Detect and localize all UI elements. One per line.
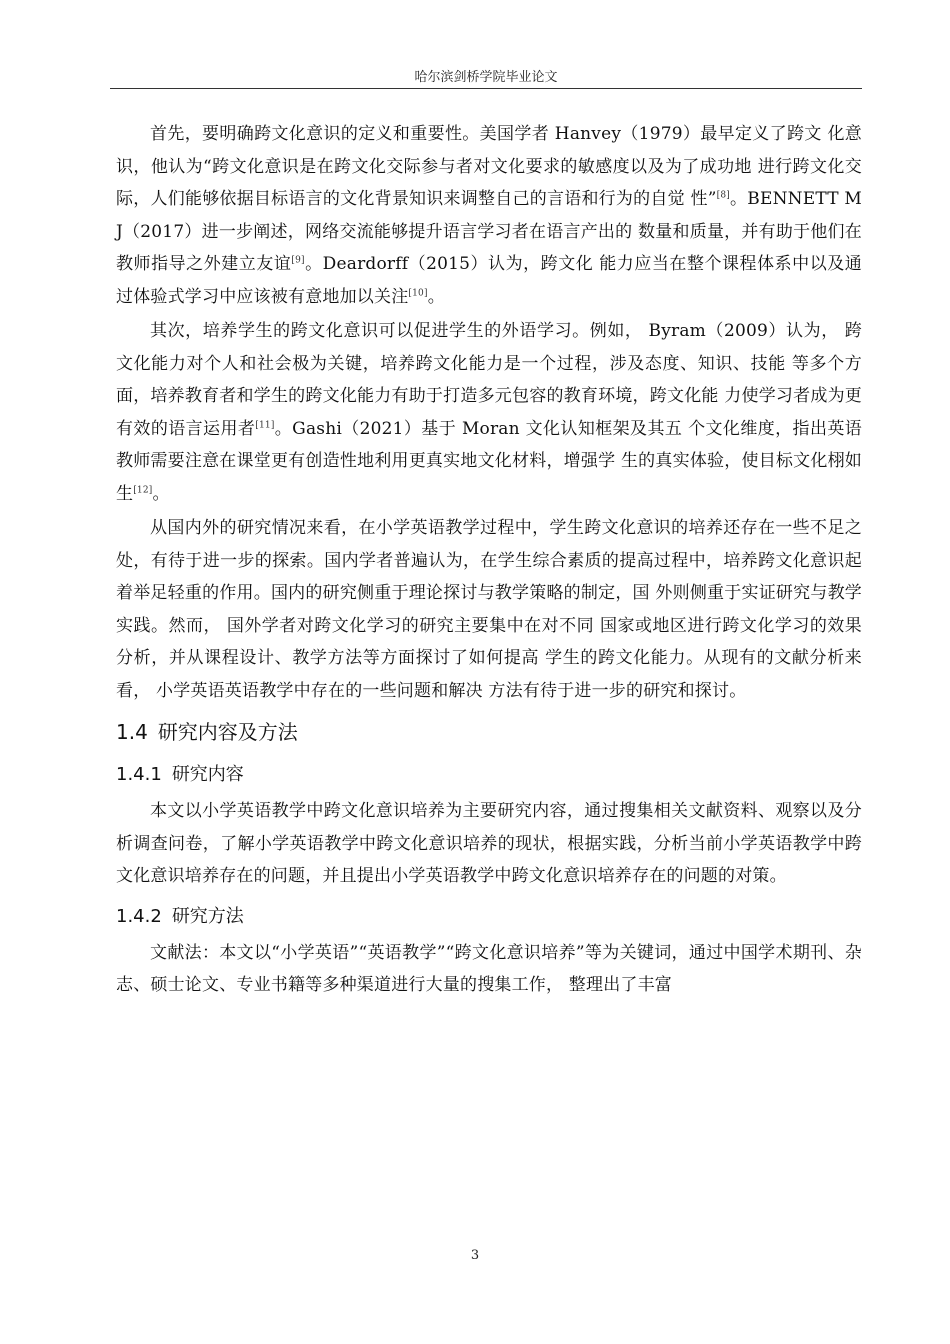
- paragraph-text: 。BENNETT M J（2017）进一步阐述，网络交流能够提升语言学习者在语言产出的 数量和质量，并有助于他们在教师指导之外建立友谊: [116, 189, 862, 274]
- section-heading-1-4-1: [116, 759, 862, 791]
- paragraph-research-method: 文献法：本文以“小学英语”“英语教学”“跨文化意识培养”等为关键词，通过中国学术期刊、杂志、硕士论文、专业书籍等多种渠道进行大量的搜集工作， 整理出了丰富: [116, 942, 862, 995]
- citation-ref: [11]: [255, 419, 275, 430]
- citation-ref: [8]: [716, 190, 731, 201]
- paragraph-research-overview: 从国内外的研究情况来看，在小学英语教学过程中，学生跨文化意识的培养还存在一些不足之处，有待于进一步的探索。国内学者普遍认为，在学生综合素质的提高过程中，培养跨文化意识起着举足轻重的作用。国内的研究侧重于理论探讨与教学策略的制定，国 外则侧重于实证研究与教学实践。然而， 国外学者对跨文化学习的研究主要集中在对不同 国家或地区进行跨文化学习的效果分析，并从课程设计、教学方法等方面探讨了如何提高 学生的跨文化能力。从现有的文献分析来看， 小学英语英语教学中存在的一些问题和解决 方法有待于进一步的研究和探讨。: [116, 518, 862, 701]
- section-number: 1.4: [116, 720, 148, 744]
- paragraph-research-content: 本文以小学英语教学中跨文化意识培养为主要研究内容，通过搜集相关文献资料、观察以及分析调查问卷，了解小学英语教学中跨文化意识培养的现状，根据实践，分析当前小学英语教学中跨文化意识培养存在的问题，并且提出小学英语教学中跨文化意识培养存在的问题的对策。: [116, 801, 862, 886]
- paragraph-text: 。Gashi（2021）基于 Moran 文化认知框架及其五 个文化维度，指出英语教师需要注意在课堂更有创造性地利用更真实地文化材料，增强学 生的真实体验，使目标文化栩如生: [116, 418, 862, 504]
- paragraph-text: 。Deardorff（2015）认为，跨文化 能力应当在整个课程体系中以及通过体验式学习中应该被有意地加以关注: [116, 254, 863, 307]
- page-number: 3: [470, 1248, 480, 1263]
- paragraph-text: 其次，培养学生的跨文化意识可以促进学生的外语学习。例如， Byram（2009）认为， 跨文化能力对个人和社会极为关键，培养跨文化能力是一个过程，涉及态度、知识、技能 等多个方面，培养教育者和学生的跨文化能力有助于打造多元包容的教育环境，跨文化能 力使学习者成为更有效的语言运用者: [116, 321, 862, 439]
- paragraph-text: 。: [427, 286, 445, 307]
- section-title: 研究内容及方法: [157, 720, 298, 744]
- page-body: [116, 118, 862, 1002]
- citation-ref: [9]: [291, 255, 305, 266]
- section-number: 1.4.1: [116, 764, 162, 785]
- section-title: 研究方法: [171, 905, 244, 927]
- paragraph-text: 。: [152, 483, 170, 504]
- paragraph-cultural-awareness-definition: [116, 118, 862, 313]
- section-title: 研究内容: [171, 764, 244, 785]
- header-divider: [110, 88, 862, 89]
- page-header: 哈尔滨剑桥学院毕业论文: [414, 70, 558, 85]
- paragraph-text: 首先，要明确跨文化意识的定义和重要性。美国学者 Hanvey（1979）最早定义了跨文 化意识，他认为“跨文化意识是在跨文化交际参与者对文化要求的敏感度以及为了成功地 进行跨文化交际，人们能够依据目标语言的文化背景知识来调整自己的言语和行为的自觉 性”: [116, 124, 862, 209]
- section-number: 1.4.2: [116, 905, 162, 927]
- citation-ref: [10]: [408, 287, 428, 298]
- section-heading-1-4: [116, 715, 862, 749]
- citation-ref: [12]: [133, 484, 153, 495]
- section-heading-1-4-2: [116, 901, 862, 933]
- paragraph-foreign-language-learning: [116, 315, 862, 510]
